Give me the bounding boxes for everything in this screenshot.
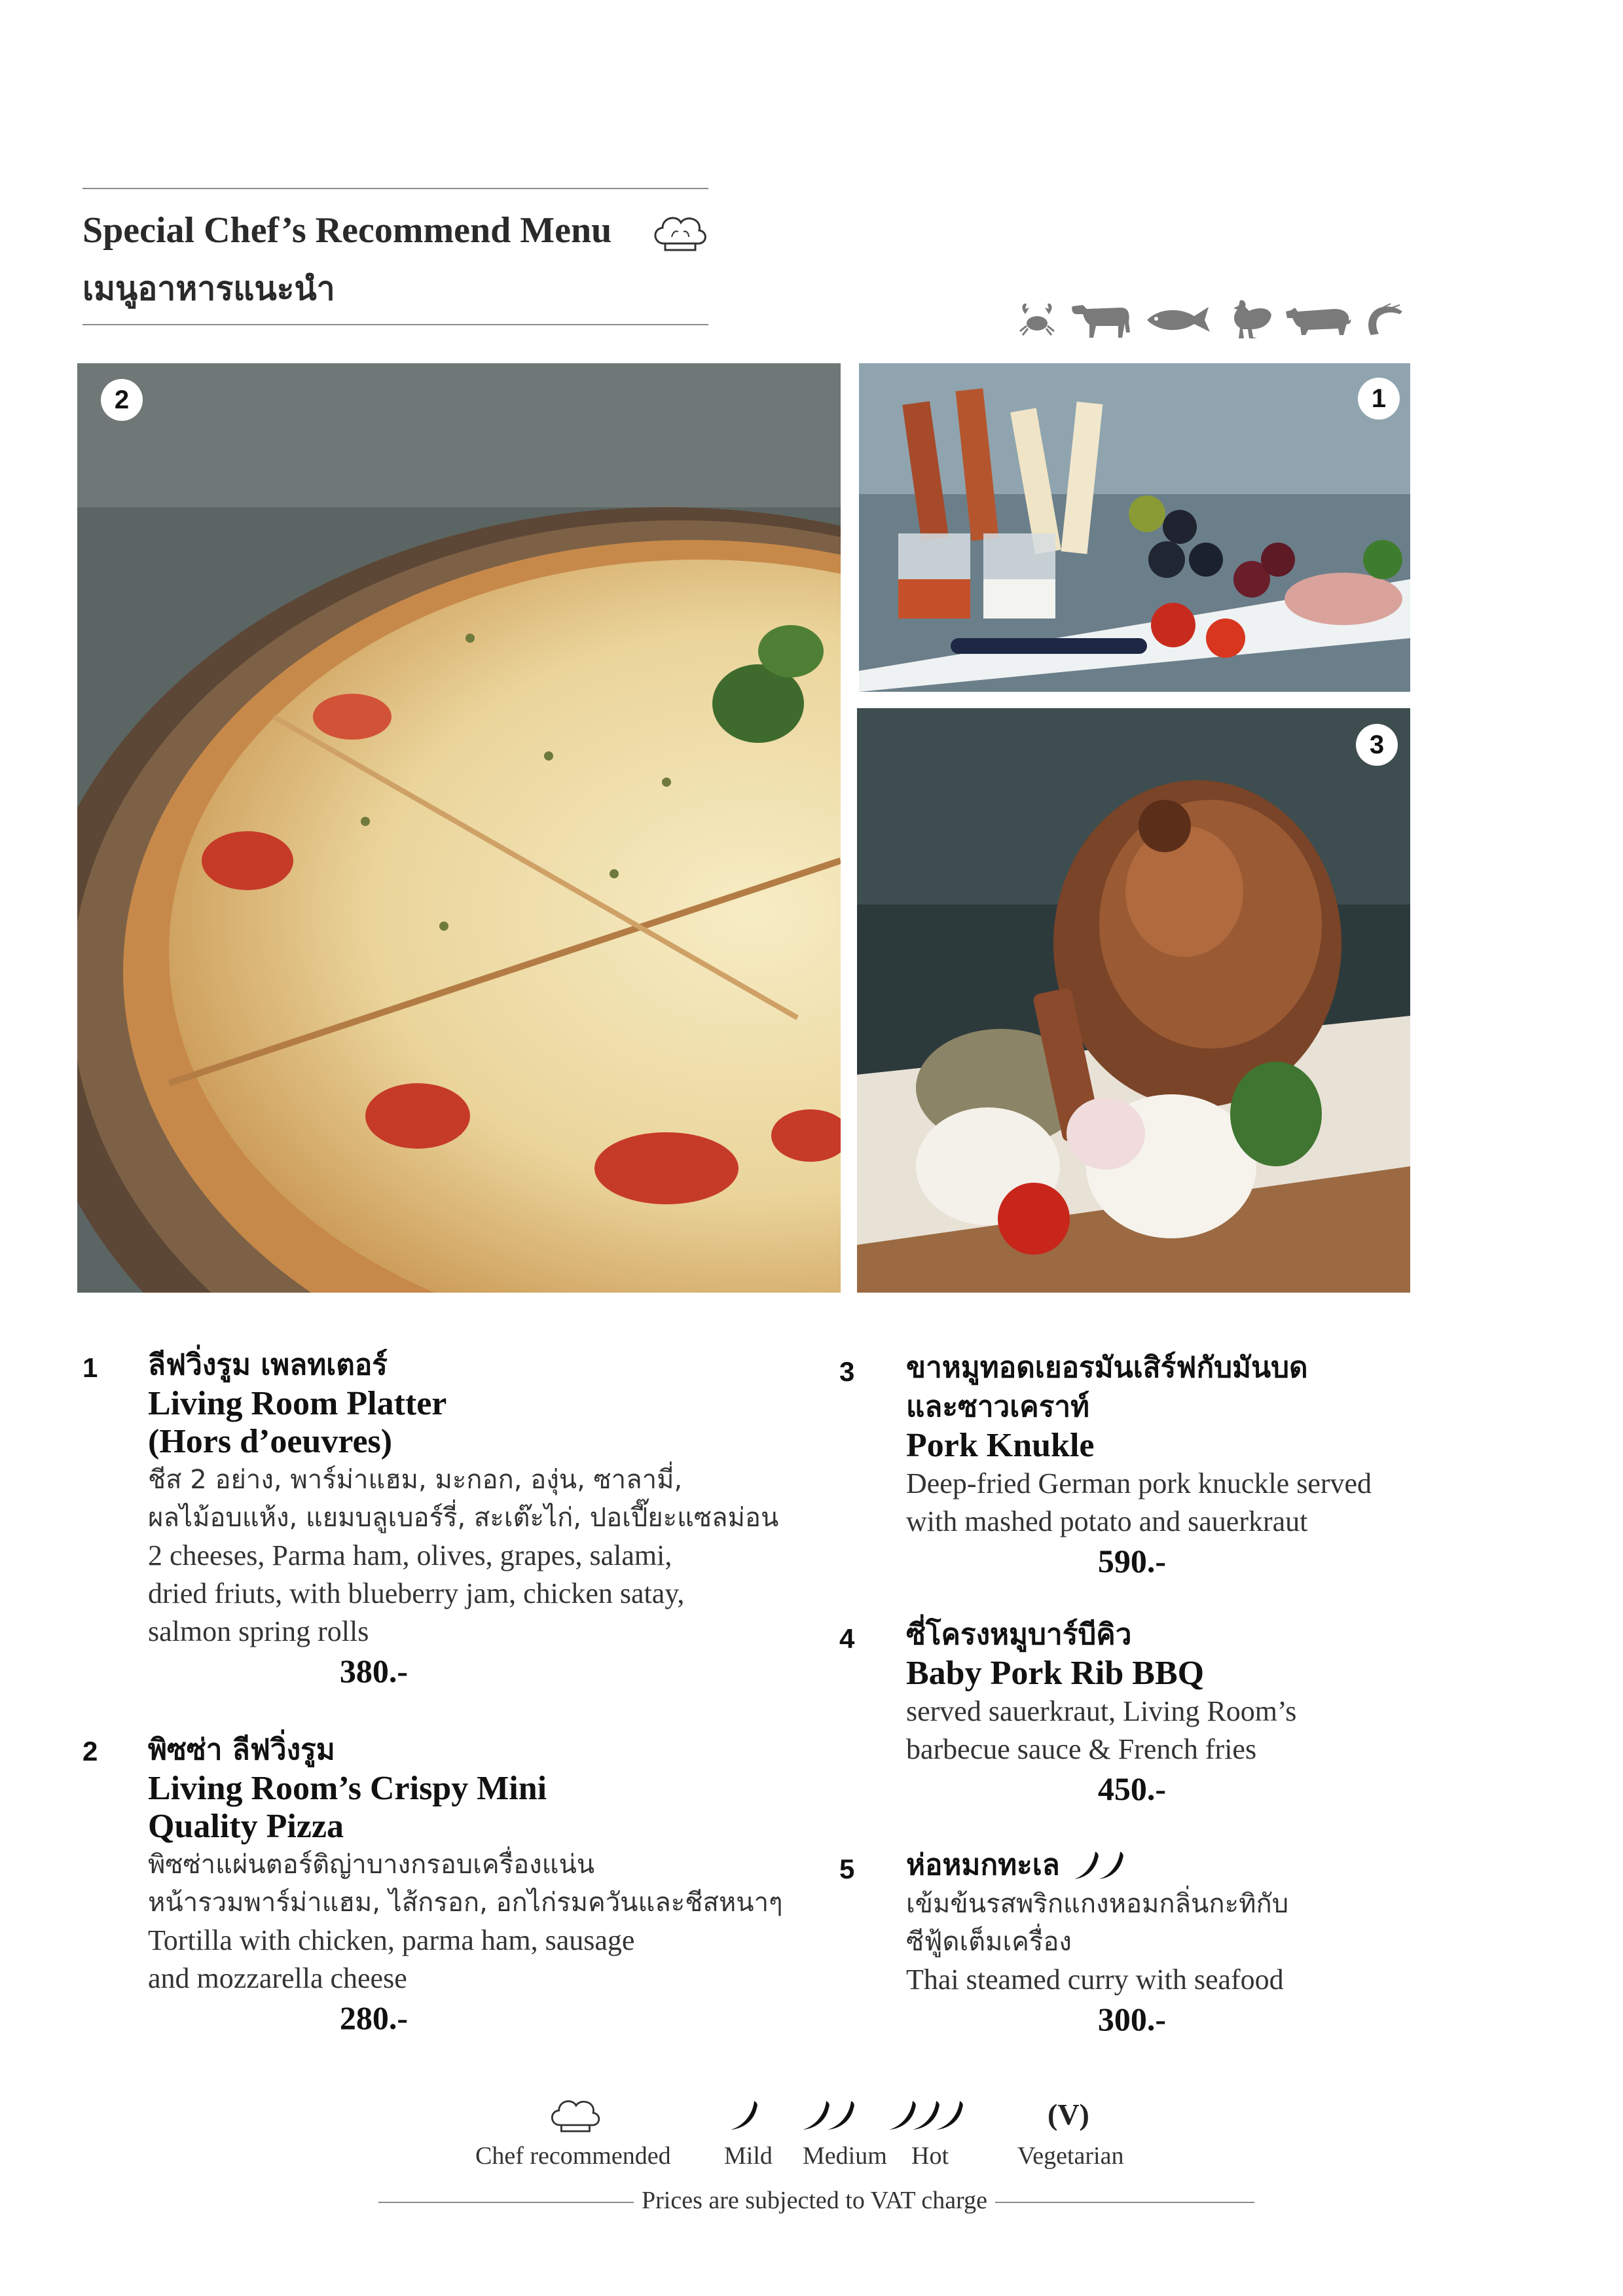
item-name-thai-line: ขาหมูทอดเยอรมันเสิร์ฟกับมันบด <box>906 1351 1308 1384</box>
item-desc-thai-line: ผลไม้อบแห้ง, แยมบลูเบอร์รี่, สะเต๊ะไก่, ปอเปี๊ยะแซลม่อน <box>148 1503 779 1533</box>
item-name-line: Pork Knukle <box>906 1427 1095 1464</box>
item-number: 5 <box>839 1854 855 1884</box>
legend-medium-label: Medium <box>803 2142 887 2170</box>
item-name-line: Living Room Platter <box>148 1385 447 1422</box>
item-desc-line: dried friuts, with blueberry jam, chicken satay, <box>148 1577 685 1609</box>
fish-icon <box>1146 304 1214 334</box>
photo-pork-knuckle <box>857 708 1410 1293</box>
footer-rule-left <box>378 2202 634 2203</box>
item-name-line: Baby Pork Rib BBQ <box>906 1655 1205 1692</box>
legend-vegetarian-label: Vegetarian <box>1017 2142 1124 2170</box>
item-number: 4 <box>839 1623 855 1654</box>
item-number: 2 <box>82 1736 98 1767</box>
legend-chef-label: Chef recommended <box>475 2142 671 2170</box>
item-name-thai: ลีฟวิ่งรูม เพลทเตอร์ <box>148 1348 388 1382</box>
menu-item-baby-pork-rib <box>906 1615 1495 1809</box>
cow-icon <box>1070 300 1134 339</box>
menu-item-crispy-mini-pizza <box>148 1731 790 2038</box>
item-name-line: Living Room’s Crispy Mini <box>148 1770 547 1807</box>
page-title: Special Chef’s Recommend Menu <box>82 210 612 251</box>
legend-hot-label: Hot <box>911 2142 949 2170</box>
platter-image <box>859 363 1410 692</box>
pig-icon <box>1285 302 1353 336</box>
item-desc-thai-line: ซีฟู้ดเต็มเครื่อง <box>906 1927 1072 1957</box>
photo-platter <box>859 363 1410 692</box>
item-desc-thai-line: หน้ารวมพาร์ม่าแฮม, ไส้กรอก, อกไก่รมควันและชีสหนาๆ <box>148 1888 783 1918</box>
item-desc-thai-line: พิซซ่าแผ่นตอร์ติญ่าบางกรอบเครื่องแน่น <box>148 1850 595 1880</box>
item-name-thai-row <box>906 1846 1495 1885</box>
chili-medium-legend-icon <box>800 2098 858 2132</box>
chicken-icon <box>1226 298 1273 341</box>
header-bottom-rule <box>82 324 708 325</box>
chili-mild-icon <box>728 2098 762 2132</box>
item-desc-line: and mozzarella cheese <box>148 1962 407 1994</box>
item-price: 450.- <box>1097 1770 1167 1807</box>
vat-note: Prices are subjected to VAT charge <box>642 2187 987 2214</box>
header-top-rule <box>82 188 708 189</box>
legend-chef-hat-icon <box>545 2096 605 2134</box>
photo-badge-2: 2 <box>101 379 143 421</box>
item-desc-thai-line: ชีส 2 อย่าง, พาร์ม่าแฮม, มะกอก, องุ่น, ซาลามี่, <box>148 1465 683 1495</box>
menu-item-hor-mok-seafood <box>906 1846 1495 2039</box>
photo-badge-1: 1 <box>1358 378 1400 420</box>
item-desc-line: with mashed potato and sauerkraut <box>906 1505 1308 1537</box>
item-number: 1 <box>82 1352 98 1383</box>
photo-badge-3: 3 <box>1356 724 1398 766</box>
item-name-line: Quality Pizza <box>148 1808 344 1845</box>
item-desc-line: salmon spring rolls <box>148 1615 369 1647</box>
item-desc-line: Tortilla with chicken, parma ham, sausage <box>148 1924 635 1956</box>
item-desc-line: Deep-fried German pork knuckle served <box>906 1467 1372 1499</box>
item-name-line: (Hors d’oeuvres) <box>148 1423 393 1460</box>
allergen-icons <box>1016 298 1404 341</box>
pork-knuckle-image <box>857 708 1410 1293</box>
item-name-thai: พิซซ่า ลีฟวิ่งรูม <box>148 1733 335 1767</box>
footer-rule-right <box>995 2202 1254 2203</box>
item-number: 3 <box>839 1356 855 1387</box>
item-desc-line: served sauerkraut, Living Room’s <box>906 1695 1297 1727</box>
page-title-thai: เมนูอาหารแนะนำ <box>82 270 335 308</box>
legend-vegetarian-symbol: (V) <box>1048 2098 1089 2131</box>
chili-medium-icon <box>1072 1849 1127 1882</box>
item-price: 380.- <box>339 1653 409 1689</box>
item-desc-thai-line: เข้มข้นรสพริกแกงหอมกลิ่นกะทิกับ <box>906 1889 1289 1919</box>
legend-mild-label: Mild <box>724 2142 773 2170</box>
menu-item-pork-knuckle <box>906 1348 1495 1581</box>
chili-hot-icon <box>886 2098 965 2132</box>
menu-item-living-room-platter <box>148 1346 790 1691</box>
item-price: 280.- <box>339 2000 409 2036</box>
item-price: 300.- <box>1097 2001 1167 2037</box>
item-name-thai: ซี่โครงหมูบาร์บีคิว <box>906 1618 1132 1651</box>
item-name-thai: ห่อหมกทะเล <box>906 1848 1060 1882</box>
photo-pizza <box>77 363 841 1293</box>
item-price: 590.- <box>1097 1543 1167 1579</box>
item-name-thai-line: และซาวเคราท์ <box>906 1390 1090 1424</box>
item-desc-line: barbecue sauce & French fries <box>906 1733 1257 1765</box>
item-desc-line: 2 cheeses, Parma ham, olives, grapes, salami, <box>148 1539 672 1571</box>
crab-icon <box>1016 301 1058 338</box>
item-desc-line: Thai steamed curry with seafood <box>906 1964 1284 1996</box>
shrimp-icon <box>1364 302 1404 336</box>
pizza-image <box>77 363 841 1293</box>
chef-hat-icon <box>649 212 710 253</box>
